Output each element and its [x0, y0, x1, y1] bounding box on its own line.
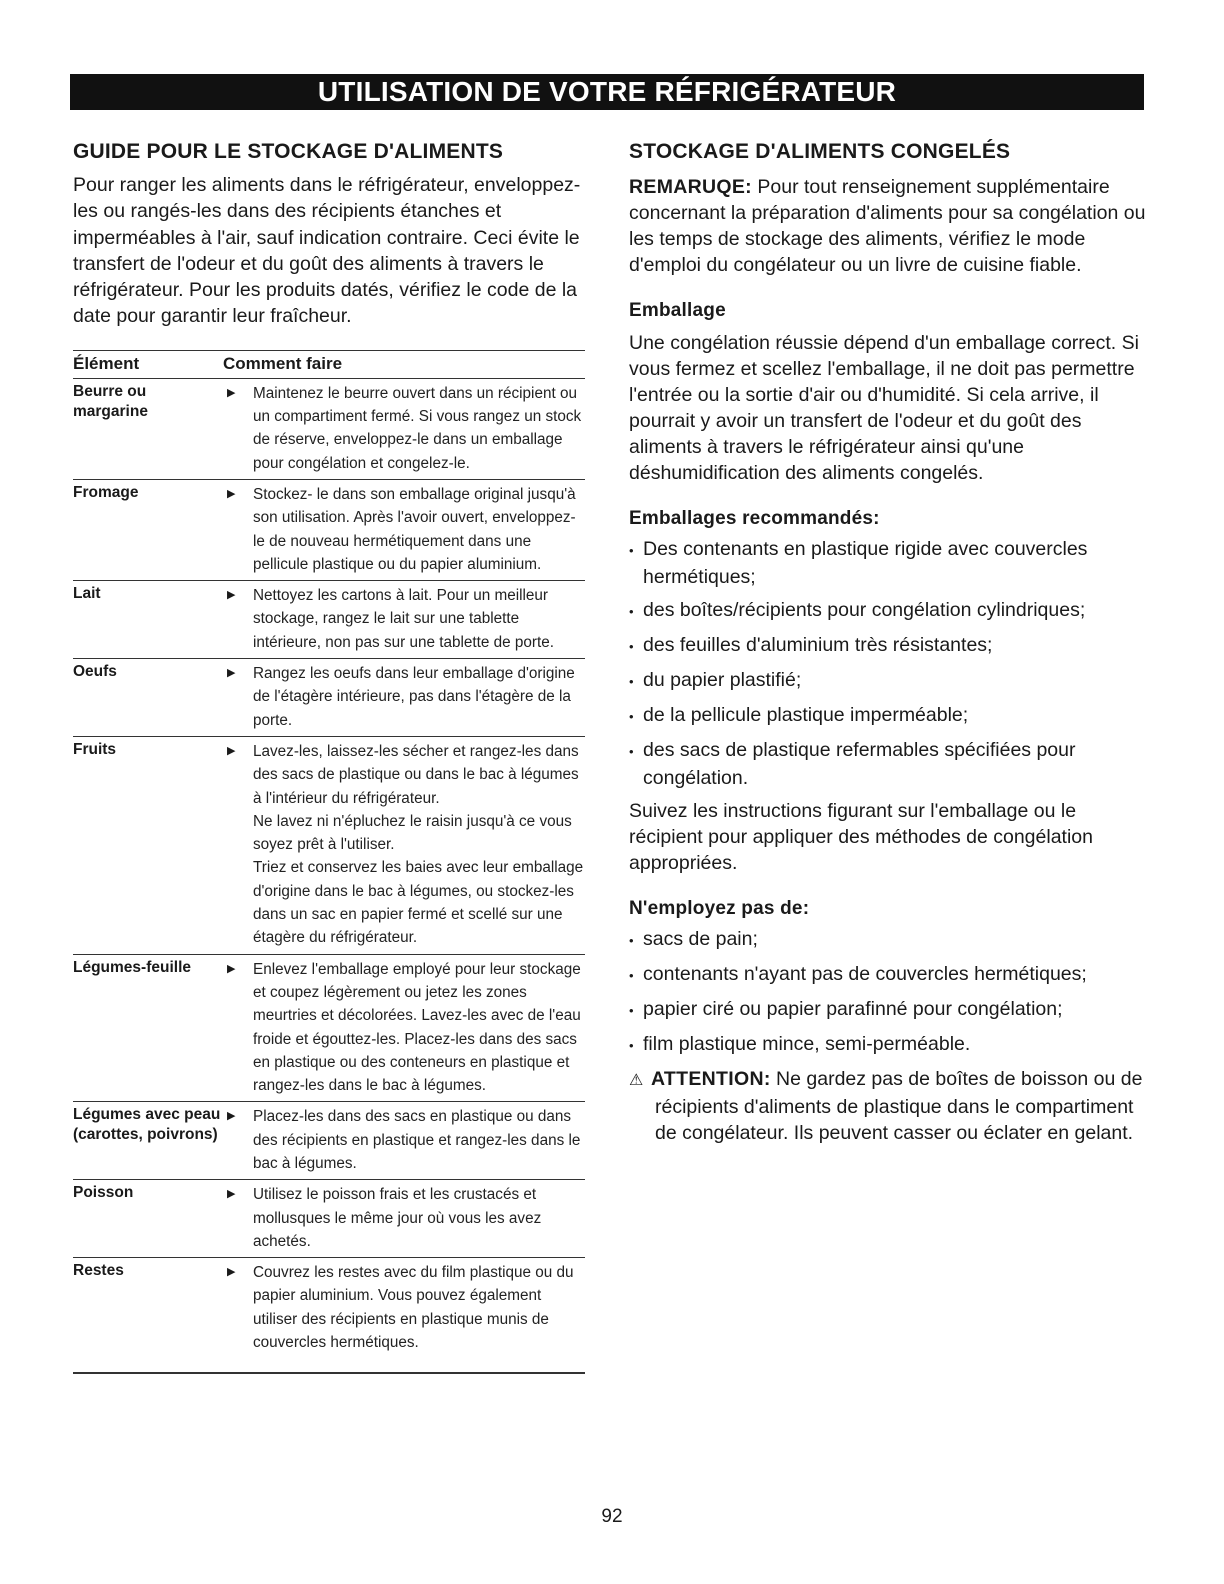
list-item: • du papier plastifié;	[629, 667, 1149, 695]
storage-instructions	[253, 954, 585, 1102]
warning-paragraph	[629, 1066, 1149, 1146]
food-item: Restes	[73, 1258, 223, 1374]
right-column	[629, 140, 1149, 1146]
triangle-bullet-icon: ▶	[223, 378, 253, 479]
page-number: 92	[601, 1506, 623, 1527]
food-item: Légumes avec peau (carottes, poivrons)	[73, 1102, 223, 1180]
instruction-text: Lavez-les, laissez-les sécher et rangez-les dans des sacs de plastique ou dans le bac à légumes à l'intérieur du réfrigérateur.	[253, 742, 579, 807]
storage-instructions	[253, 1258, 585, 1374]
instruction-text: Maintenez le beurre ouvert dans un récipient ou un compartiment fermé. Si vous rangez un stock de réserve, enveloppez-le dans un emballage pour congélation et congelez-le.	[253, 384, 582, 472]
instruction-text: Nettoyez les cartons à lait. Pour un meilleur stockage, rangez le lait sur une tablette intérieure, non pas sur une tablette de porte.	[253, 587, 555, 651]
table-row	[73, 378, 585, 479]
avoid-heading: N'employez pas de:	[629, 898, 810, 919]
table-row	[73, 659, 585, 737]
follow-instructions-text: Suivez les instructions figurant sur l'emballage ou le récipient pour appliquer des méthodes de congélation appropriées.	[629, 800, 1093, 874]
triangle-bullet-icon: ▶	[223, 954, 253, 1102]
table-row	[73, 1180, 585, 1258]
frozen-storage-heading: STOCKAGE D'ALIMENTS CONGELÉS	[629, 140, 1011, 163]
list-item: • des feuilles d'aluminium très résistantes;	[629, 632, 1149, 660]
section-banner: UTILISATION DE VOTRE RÉFRIGÉRATEUR	[70, 74, 1144, 110]
warning-text: Ne gardez pas de boîtes de boisson ou de récipients d'aliments de plastique dans le compartiment de congélateur. Ils peuvent casser ou éclater en gelant.	[655, 1068, 1143, 1144]
food-item: Oeufs	[73, 659, 223, 737]
instruction-text: Couvrez les restes avec du film plastique ou du papier aluminium. Vous pouvez également utiliser des récipients en plastique munis de couvercles hermétiques.	[253, 1264, 574, 1352]
table-row	[73, 581, 585, 659]
storage-instructions	[253, 479, 585, 580]
recommended-list	[629, 536, 1149, 791]
note-paragraph	[629, 174, 1149, 278]
column-header-how: Comment faire	[223, 350, 585, 378]
food-item: Légumes-feuille	[73, 954, 223, 1102]
table-row	[73, 1102, 585, 1180]
instruction-text: Utilisez le poisson frais et les crustacés et mollusques le même jour où vous les avez achetés.	[253, 1186, 542, 1250]
list-item: • de la pellicule plastique imperméable;	[629, 702, 1149, 730]
list-item: • sacs de pain;	[629, 926, 1149, 954]
list-item: • des sacs de plastique refermables spécifiées pour congélation.	[629, 737, 1149, 791]
avoid-list	[629, 926, 1149, 1059]
warning-triangle-icon: ⚠	[629, 1072, 644, 1089]
food-item: Lait	[73, 581, 223, 659]
storage-guide-intro: Pour ranger les aliments dans le réfrigérateur, enveloppez-les ou rangés-les dans des récipients étanches et imperméables à l'air, sauf indication contraire. Ceci évite le transfert de l'odeur et du goût des aliments à travers le réfrigérateur. Pour les produits datés, vérifiez le code de la date pour garantir leur fraîcheur.	[73, 174, 581, 328]
list-item: • contenants n'ayant pas de couvercles hermétiques;	[629, 961, 1149, 989]
table-row	[73, 479, 585, 580]
table-row	[73, 954, 585, 1102]
instruction-text: Enlevez l'emballage employé pour leur stockage et coupez légèrement ou jetez les zones meurtries et décolorées. Lavez-les avec de l'eau froide et égouttez-les. Placez-les dans des sacs en plastique ou des conteneurs en plastique et rangez-les dans le bac à légumes.	[253, 960, 581, 1095]
food-item: Beurre ou margarine	[73, 378, 223, 479]
instruction-text: Stockez- le dans son emballage original jusqu'à son utilisation. Après l'avoir ouvert, enveloppez-le de nouveau hermétiquement dans une pellicule plastique ou du papier aluminium.	[253, 485, 576, 573]
instruction-text: Rangez les oeufs dans leur emballage d'origine de l'étagère intérieure, pas dans l'étagère de la porte.	[253, 665, 575, 729]
food-item: Poisson	[73, 1180, 223, 1258]
list-item: • film plastique mince, semi-perméable.	[629, 1031, 1149, 1059]
storage-instructions	[253, 581, 585, 659]
table-row	[73, 736, 585, 954]
list-item: • des boîtes/récipients pour congélation cylindriques;	[629, 597, 1149, 625]
triangle-bullet-icon: ▶	[223, 659, 253, 737]
triangle-bullet-icon: ▶	[223, 1102, 253, 1180]
note-text: Pour tout renseignement supplémentaire concernant la préparation d'aliments pour sa congélation ou les temps de stockage des aliments, vérifiez le mode d'emploi du congélateur ou un livre de cuisine fiable.	[629, 176, 1146, 276]
instruction-text: Ne lavez ni n'épluchez le raisin jusqu'à ce vous soyez prêt à l'utiliser.	[253, 812, 572, 854]
triangle-bullet-icon: ▶	[223, 1180, 253, 1258]
warning-label: ATTENTION:	[651, 1068, 771, 1090]
table-row	[73, 1258, 585, 1374]
storage-instructions	[253, 736, 585, 954]
note-label: REMARUQE:	[629, 176, 752, 198]
triangle-bullet-icon: ▶	[223, 1258, 253, 1374]
storage-instructions	[253, 1102, 585, 1180]
storage-guide-table	[73, 350, 585, 1375]
food-item: Fruits	[73, 736, 223, 954]
list-item: • Des contenants en plastique rigide avec couvercles hermétiques;	[629, 536, 1149, 590]
triangle-bullet-icon: ▶	[223, 479, 253, 580]
storage-instructions	[253, 378, 585, 479]
packaging-text: Une congélation réussie dépend d'un emballage correct. Si vous fermez et scellez l'emballage, il ne doit pas permettre l'entrée ou la sortie d'air ou d'humidité. Si cela arrive, il pourrait y avoir un transfert de l'odeur et du goût des aliments à travers le réfrigérateur ainsi qu'une déshumidification des aliments congelés.	[629, 332, 1139, 484]
instruction-text: Placez-les dans des sacs en plastique ou dans des récipients en plastique et rangez-les dans le bac à légumes.	[253, 1108, 581, 1172]
food-item: Fromage	[73, 479, 223, 580]
storage-instructions	[253, 659, 585, 737]
list-item: • papier ciré ou papier parafinné pour congélation;	[629, 996, 1149, 1024]
column-header-element: Élément	[73, 350, 223, 378]
instruction-text: Triez et conservez les baies avec leur emballage d'origine dans le bac à légumes, ou stockez-les dans un sac en papier fermé et scellé sur une étagère du réfrigérateur.	[253, 859, 584, 947]
recommended-heading: Emballages recommandés:	[629, 508, 880, 529]
triangle-bullet-icon: ▶	[223, 581, 253, 659]
storage-guide-heading: GUIDE POUR LE STOCKAGE D'ALIMENTS	[73, 140, 504, 163]
triangle-bullet-icon: ▶	[223, 736, 253, 954]
left-column	[73, 140, 585, 1374]
storage-instructions	[253, 1180, 585, 1258]
packaging-heading: Emballage	[629, 300, 726, 321]
